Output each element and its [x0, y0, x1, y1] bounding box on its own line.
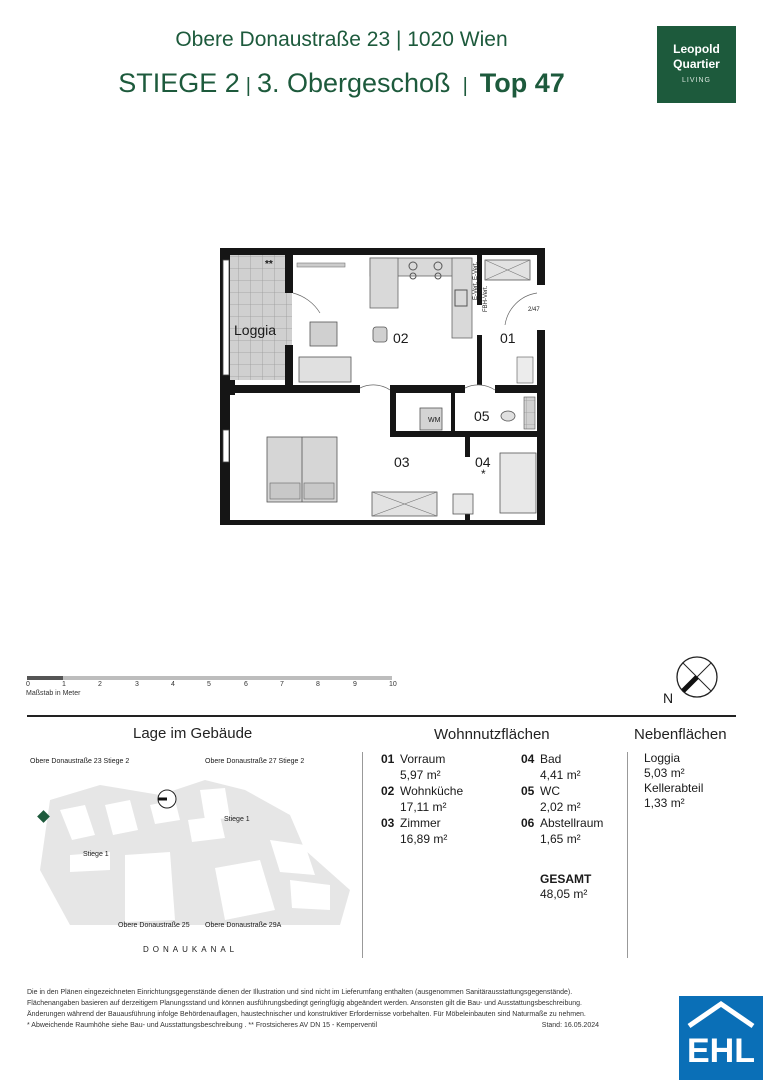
- scale-tick: 5: [207, 681, 211, 688]
- star-mark: *: [481, 467, 486, 481]
- list-item: Loggia: [644, 751, 681, 765]
- room-02-label: 02: [393, 330, 409, 346]
- list-item: 02 Wohnküche: [381, 784, 464, 798]
- logo-line2: Quartier: [673, 57, 720, 71]
- list-item: 17,11 m²: [400, 800, 447, 814]
- site-label: Stiege 1: [83, 851, 109, 858]
- canal-label: DONAUKANAL: [143, 945, 239, 954]
- stiege-label: STIEGE 2: [118, 68, 240, 98]
- floor-label: 3. Obergeschoß: [256, 68, 451, 98]
- ehl-logo: [679, 996, 763, 1080]
- footer-line: Änderungen während der Bauausführung infolge Behördenauflagen, haustechnischer und konstruktiver Erfordernisse vorbehalten. Für Möbeleinbauten sind Naturmaße zu nehmen.: [27, 1011, 586, 1018]
- scale-tick: 3: [135, 681, 139, 688]
- footer-notes: [27, 987, 667, 1031]
- unit-title: [0, 68, 683, 99]
- scale-tick: 2: [98, 681, 102, 688]
- wm-label: WM: [428, 417, 441, 424]
- list-item: 03 Zimmer: [381, 816, 441, 830]
- scale-tick: 1: [62, 681, 66, 688]
- north-arrow-icon: [670, 655, 722, 701]
- list-item: 01 Vorraum: [381, 752, 446, 766]
- site-label: Stiege 1: [224, 816, 250, 823]
- list-item: 5,03 m²: [644, 766, 685, 780]
- list-item: 16,89 m²: [400, 832, 448, 846]
- top-label: Top 47: [479, 68, 565, 98]
- list-item: 05 WC: [521, 784, 560, 798]
- room-03-label: 03: [394, 454, 410, 470]
- scale-tick: 4: [171, 681, 175, 688]
- riser-label: [473, 262, 479, 300]
- site-label: Obere Donaustraße 25: [118, 922, 190, 929]
- total-area: 48,05 m²: [540, 887, 588, 901]
- wohn-list-right: [521, 751, 603, 847]
- list-item: Kellerabteil: [644, 781, 704, 795]
- column-divider: [627, 752, 628, 958]
- scale-label: Maßstab in Meter: [26, 690, 81, 697]
- footer-stand: Stand: 16.05.2024: [541, 1022, 599, 1029]
- address-title: Obere Donaustraße 23 | 1020 Wien: [175, 28, 508, 51]
- riser-label-2: E-Vert.: [473, 261, 479, 280]
- north-label: N: [663, 690, 674, 706]
- door-number-label: 2/47: [528, 307, 540, 313]
- site-plan: [30, 760, 355, 940]
- logo-line3: LIVING: [682, 77, 711, 84]
- scale-tick: 10: [389, 681, 397, 688]
- scale-tick: 7: [280, 681, 284, 688]
- wohn-list-left: [381, 751, 463, 847]
- leopold-quartier-logo: [657, 26, 736, 103]
- wohnnutzflaechen-title: Wohnnutzflächen: [434, 726, 550, 743]
- separator: |: [245, 75, 251, 97]
- separator: |: [462, 75, 468, 97]
- logo-line1: Leopold: [673, 42, 720, 56]
- list-item: 1,65 m²: [540, 832, 581, 846]
- fbh-label: FBH-Vert.: [483, 285, 489, 312]
- list-item: 2,02 m²: [540, 800, 581, 814]
- footer-line: * Abweichende Raumhöhe siehe Bau- und Ausstattungsbeschreibung . ** Frostsicheres AV DN 15 - Kemperventil: [27, 1022, 378, 1029]
- footer-line: Die in den Plänen eingezeichneten Einrichtungsgegenstände dienen der Illustration und sind nicht im Lieferumfang enthalten (ausgenommen Sanitärausstattungsgegenstände).: [27, 989, 573, 996]
- site-label: Obere Donaustraße 29A: [205, 922, 282, 929]
- scale-tick: 8: [316, 681, 320, 688]
- loggia-label: Loggia: [234, 322, 277, 338]
- room-01-label: 01: [500, 330, 516, 346]
- list-item: 04 Bad: [521, 752, 562, 766]
- site-label: Obere Donaustraße 23 Stiege 2: [30, 758, 130, 765]
- column-divider: [362, 752, 363, 958]
- site-label: Obere Donaustraße 27 Stiege 2: [205, 758, 305, 765]
- list-item: 4,41 m²: [540, 768, 581, 782]
- room-04-label: 04: [475, 454, 491, 470]
- frost-mark: **: [265, 259, 273, 270]
- footer-line: Flächenangaben basieren auf derzeitigem Planungsstand und können ausführungsbedingt geringfügig abgeändert werden. Ansonsten gilt die Bau- und Ausstattungsbeschreibung.: [27, 1000, 582, 1007]
- ehl-text: EHL: [687, 1032, 755, 1070]
- room-05-label: 05: [474, 408, 490, 424]
- scale-tick: 9: [353, 681, 357, 688]
- scale-ticks: [26, 681, 402, 691]
- list-item: 5,97 m²: [400, 768, 441, 782]
- scale-tick: 6: [244, 681, 248, 688]
- total-block: [540, 872, 591, 902]
- divider: [27, 715, 736, 717]
- scale-tick: 0: [26, 681, 30, 688]
- neben-list: [644, 751, 703, 811]
- footer-line-wrap: [27, 1020, 667, 1031]
- riser-label-1: E-Vert.: [473, 281, 479, 300]
- floor-plan: [215, 245, 550, 530]
- nebenflaechen-title: Nebenflächen: [634, 726, 727, 743]
- loggia-floor: [230, 255, 292, 380]
- total-label: GESAMT: [540, 872, 592, 886]
- lage-title: Lage im Gebäude: [133, 725, 253, 742]
- list-item: 1,33 m²: [644, 796, 685, 810]
- list-item: 06 Abstellraum: [521, 816, 604, 830]
